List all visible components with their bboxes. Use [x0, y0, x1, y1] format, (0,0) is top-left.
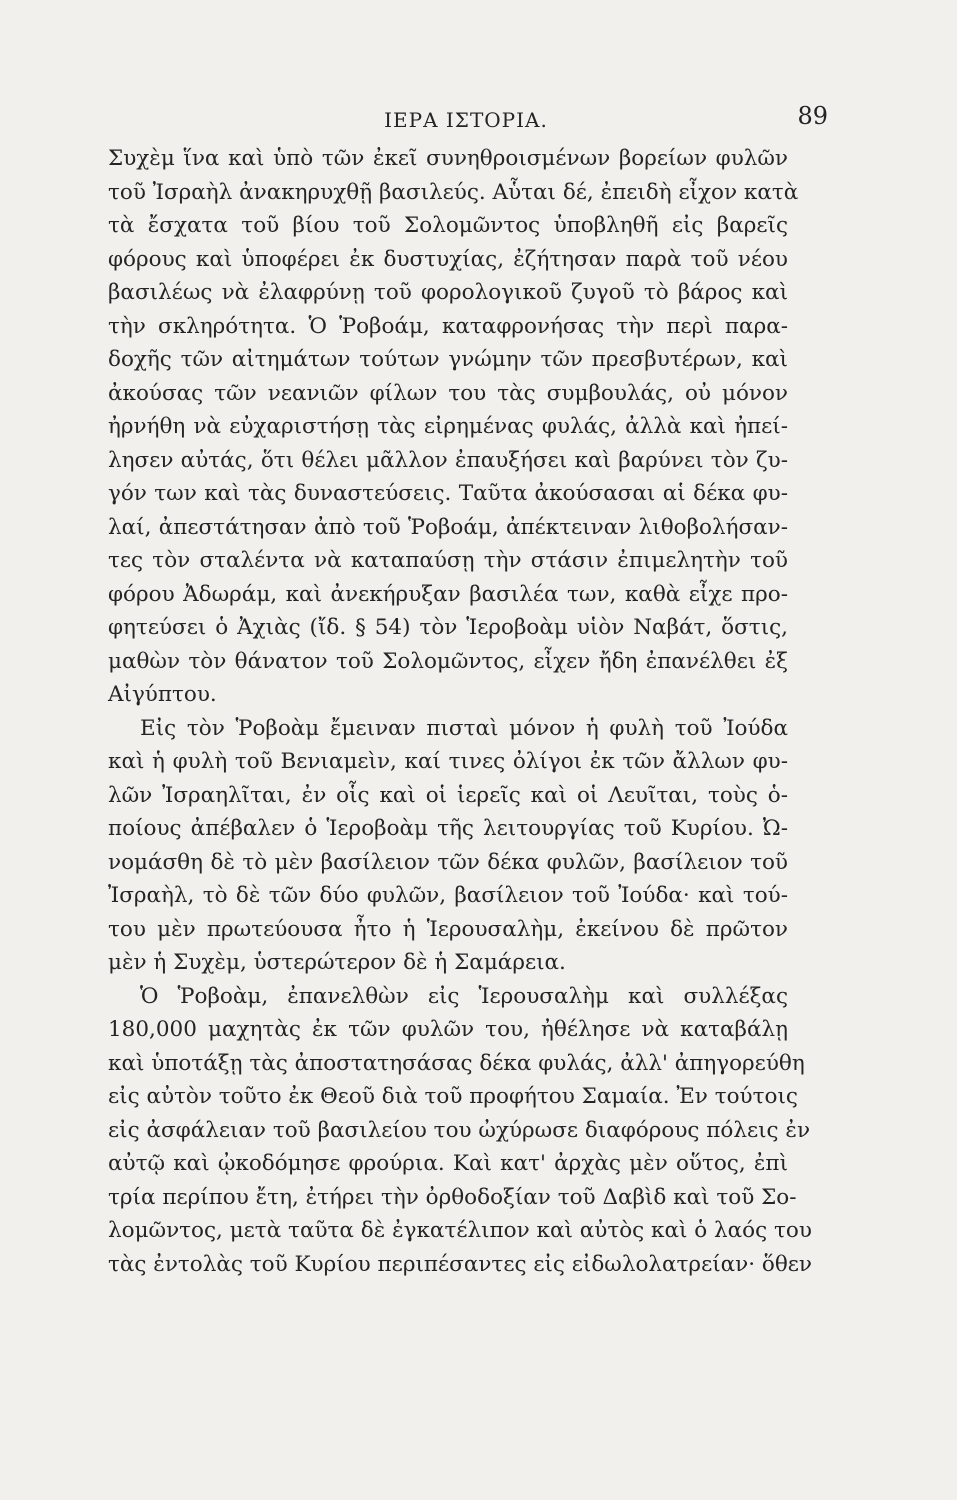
text-line: Ὁ Ῥοβοὰμ, ἐπανελθὼν εἰς Ἱερουσαλὴμ καὶ συλλέξας [140, 983, 788, 1009]
text-line: καὶ ὑποτάξῃ τὰς ἀποστατησάσας δέκα φυλάς, ἀλλ' ἀπηγορεύθη [108, 1050, 805, 1076]
text-line: μὲν ἡ Συχὲμ, ὑστερώτερον δὲ ἡ Σαμάρεια. [108, 950, 566, 975]
text-line: ποίους ἀπέβαλεν ὁ Ἱεροβοὰμ τῆς λειτουργίας τοῦ Κυρίου. Ὠ- [108, 816, 788, 841]
text-line: τὴν σκληρότητα. Ὁ Ῥοβοάμ, καταφρονήσας τὴν περὶ παρα- [108, 313, 788, 339]
text-line: Συχὲμ ἵνα καὶ ὑπὸ τῶν ἐκεῖ συνηθροισμένων βορείων φυλῶν [108, 146, 788, 171]
text-line: βασιλέως νὰ ἐλαφρύνῃ τοῦ φορολογικοῦ ζυγοῦ τὸ βάρος καὶ [108, 280, 788, 305]
text-line: τὰς ἐντολὰς τοῦ Κυρίου περιπέσαντες εἰς εἰδωλολατρείαν· ὅθεν [108, 1251, 812, 1277]
text-line: νομάσθη δὲ τὸ μὲν βασίλειον τῶν δέκα φυλῶν, βασίλειον τοῦ [108, 849, 788, 875]
text-line: λησεν αὐτάς, ὅτι θέλει μᾶλλον ἐπαυξήσει καὶ βαρύνει τὸν ζυ- [108, 447, 788, 473]
text-line: λῶν Ἰσραηλῖται, ἐν οἷς καὶ οἱ ἱερεῖς καὶ οἱ Λευῖται, τοὺς ὁ- [108, 782, 788, 808]
text-line: 180,000 μαχητὰς ἐκ τῶν φυλῶν του, ἠθέλησε νὰ καταβάλῃ [108, 1017, 788, 1042]
text-line: τες τὸν σταλέντα νὰ καταπαύσῃ τὴν στάσιν ἐπιμελητὴν τοῦ [108, 548, 788, 573]
text-line: καὶ ἡ φυλὴ τοῦ Βενιαμεὶν, καί τινες ὀλίγοι ἐκ τῶν ἄλλων φυ- [108, 749, 788, 774]
text-line: Αἰγύπτου. [108, 682, 217, 707]
text-line: Ἰσραὴλ, τὸ δὲ τῶν δύο φυλῶν, βασίλειον τοῦ Ἰούδα· καὶ τού- [108, 883, 788, 908]
text-line: εἰς ἀσφάλειαν τοῦ βασιλείου του ὠχύρωσε διαφόρους πόλεις ἐν [108, 1117, 811, 1143]
paragraph [108, 712, 788, 980]
text-line: αὐτῷ καὶ ᾠκοδόμησε φρούρια. Καὶ κατ' ἀρχὰς μὲν οὕτος, ἐπὶ [108, 1151, 788, 1176]
text-line: λομῶντος, μετὰ ταῦτα δὲ ἐγκατέλιπον καὶ αὐτὸς καὶ ὁ λαός του [108, 1218, 812, 1243]
running-title: ΙΕΡΑ ΙΣΤΟΡΙΑ. [384, 108, 548, 132]
text-line: φόρου Ἀδωράμ, καὶ ἀνεκήρυξαν βασιλέα των, καθὰ εἶχε προ- [108, 581, 788, 607]
text-line: Εἰς τὸν Ῥοβοὰμ ἔμειναν πισταὶ μόνον ἡ φυλὴ τοῦ Ἰούδα [140, 715, 788, 741]
text-line: του μὲν πρωτεύουσα ἦτο ἡ Ἱερουσαλὴμ, ἐκείνου δὲ πρῶτον [108, 916, 788, 942]
text-line: ἀκούσας τῶν νεανιῶν φίλων του τὰς συμβουλάς, οὐ μόνον [108, 380, 788, 406]
text-line: φόρους καὶ ὑποφέρει ἐκ δυστυχίας, ἐζήτησαν παρὰ τοῦ νέου [108, 246, 788, 272]
text-line: φητεύσει ὁ Ἀχιὰς (ἴδ. § 54) τὸν Ἱεροβοὰμ υἱὸν Ναβάτ, ὅστις, [108, 615, 788, 640]
text-line: ἠρνήθη νὰ εὐχαριστήσῃ τὰς εἰρημένας φυλάς, ἀλλὰ καὶ ἠπεί- [108, 414, 788, 439]
running-head [108, 100, 828, 140]
text-line: γόν των καὶ τὰς δυναστεύσεις. Ταῦτα ἀκούσασαι αἱ δέκα φυ- [108, 481, 788, 506]
paragraph [108, 980, 812, 1282]
page-number: 89 [797, 102, 828, 130]
text-line: τὰ ἔσχατα τοῦ βίου τοῦ Σολομῶντος ὑποβληθῆ εἰς βαρεῖς [108, 213, 788, 238]
text-line: εἰς αὐτὸν τοῦτο ἐκ Θεοῦ διὰ τοῦ προφήτου Σαμαία. Ἐν τούτοις [108, 1084, 798, 1109]
text-line: λαί, ἀπεστάτησαν ἀπὸ τοῦ Ῥοβοάμ, ἀπέκτειναν λιθοβολήσαν- [108, 514, 788, 540]
text-line: δοχῆς τῶν αἰτημάτων τούτων γνώμην τῶν πρεσβυτέρων, καὶ [108, 347, 788, 372]
text-line: τοῦ Ἰσραὴλ ἀνακηρυχθῇ βασιλεύς. Αὗται δέ, ἐπειδὴ εἶχον κατὰ [108, 179, 799, 205]
text-line: μαθὼν τὸν θάνατον τοῦ Σολομῶντος, εἶχεν ἤδη ἐπανέλθει ἐξ [108, 648, 788, 674]
body-text [108, 142, 812, 1281]
paragraph [108, 142, 799, 712]
text-line: τρία περίπου ἔτη, ἐτήρει τὴν ὀρθοδοξίαν τοῦ Δαβὶδ καὶ τοῦ Σο- [108, 1184, 797, 1210]
